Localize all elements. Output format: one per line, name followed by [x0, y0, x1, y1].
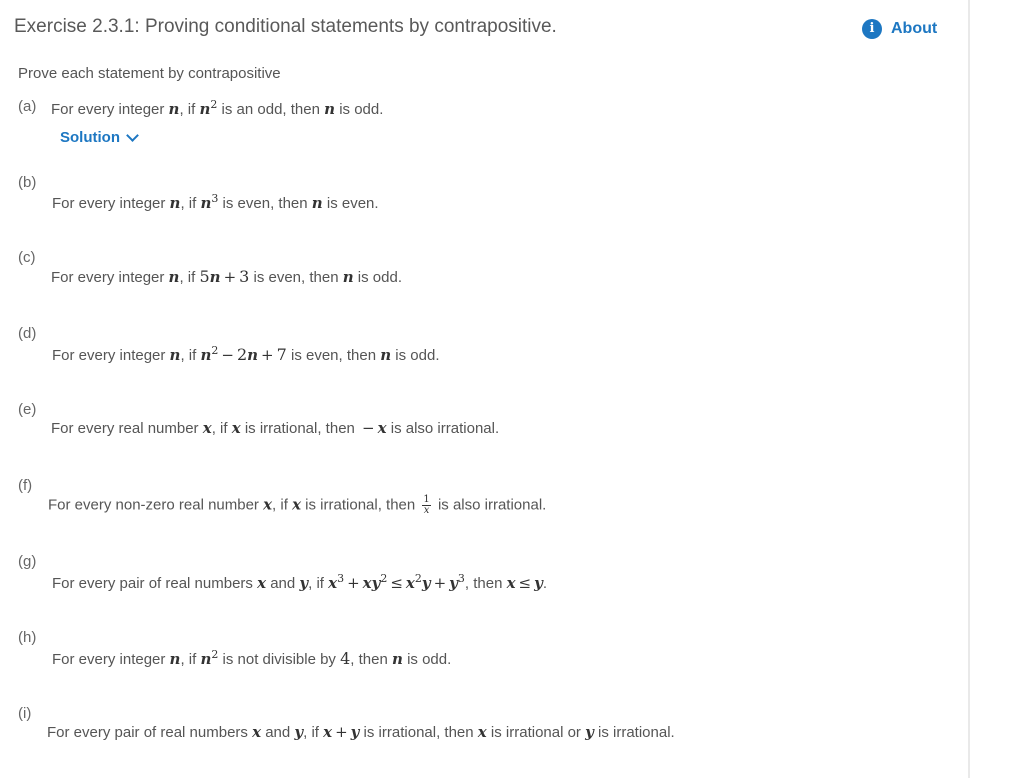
part-statement: For every integer n, if $n^2 - 2n + 7$ is even, then n is odd. [52, 344, 440, 364]
part-marker: (h) [18, 629, 37, 646]
part-marker: (f) [18, 477, 33, 494]
part-statement: For every non-zero real number x, if x is irrational, then $\frac{1}{x}$ is also irrational. [48, 494, 547, 516]
part-statement: For every real number x, if x is irrational, then − x is also irrational. [51, 419, 500, 437]
info-icon: i [862, 19, 882, 39]
part-marker: (a) [18, 98, 37, 115]
part-marker: (e) [18, 401, 37, 418]
part-statement: For every pair of real numbers x and y, if $x^3 + xy^2 \le x^2y + y^3$, then x ≤ y. [52, 572, 548, 592]
part-statement: For every integer n, if 5n + 3 is even, then n is odd. [51, 267, 403, 286]
part-statement: For every integer n, if $n^3$ is even, then n is even. [52, 192, 379, 212]
solution-toggle[interactable] [60, 129, 137, 146]
chevron-down-icon [126, 129, 139, 142]
part-statement: For every integer n, if $n^2$ is an odd, then n is odd. [51, 98, 384, 118]
right-divider [968, 0, 970, 778]
solution-label: Solution [60, 129, 120, 146]
part-marker: (b) [18, 174, 37, 191]
about-button[interactable] [862, 19, 937, 39]
part-marker: (d) [18, 325, 37, 342]
part-marker: (c) [18, 249, 36, 266]
part-marker: (g) [18, 553, 37, 570]
part-statement: For every pair of real numbers x and y, if x + y is irrational, then x is irrational or y is irrational. [47, 723, 675, 741]
part-marker: (i) [18, 705, 32, 722]
part-statement: For every integer n, if $n^2$ is not divisible by 4, then n is odd. [52, 648, 452, 668]
page-title: Exercise 2.3.1: Proving conditional statements by contrapositive. [14, 16, 557, 37]
about-label: About [891, 20, 938, 37]
exercise-intro: Prove each statement by contrapositive [18, 65, 281, 82]
fraction: $\frac{1}{x}$ [423, 494, 430, 516]
